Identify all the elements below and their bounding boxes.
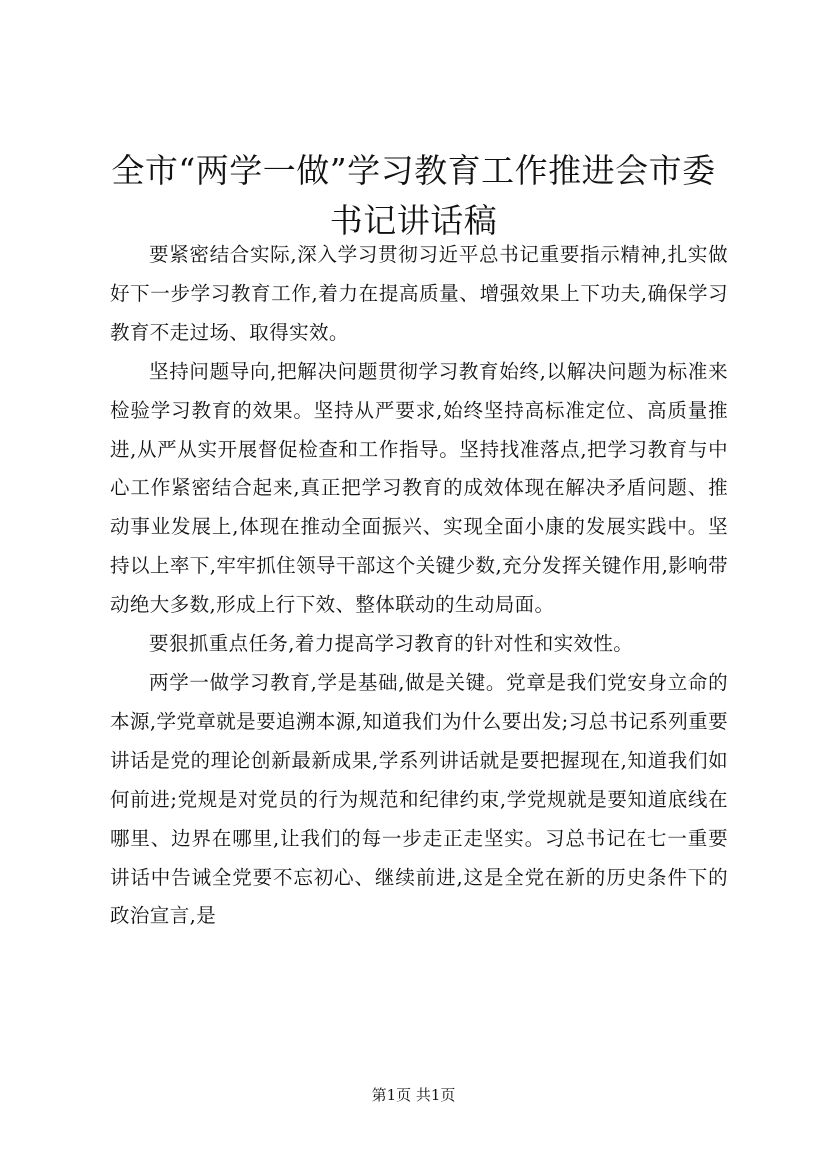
document-body xyxy=(110,236,728,936)
paragraph: 要狠抓重点任务,着力提高学习教育的针对性和实效性。 xyxy=(149,632,634,656)
paragraph: 要紧密结合实际,深入学习贯彻习近平总书记重要指示精神,扎实做好下一步学习教育工作,着力在提高质量、增强效果上下功夫,确保学习教育不走过场、取得实效。 xyxy=(110,243,728,344)
document-title: 全市“两学一做”学习教育工作推进会市委书记讲话稿 xyxy=(111,151,716,240)
paragraph: 两学一做学习教育,学是基础,做是关键。党章是我们党安身立命的本源,学党章就是要追溯本源,知道我们为什么要出发;习总书记系列重要讲话是党的理论创新最新成果,学系列讲话就是要把握现在,知道我们如何前进;党规是对党员的行为规范和纪律约束,学党规就是要知道底线在哪里、边界在哪里,让我们的每一步走正走坚实。习总书记在七一重要讲话中告诫全党要不忘初心、继续前进,这是全党在新的历史条件下的政治宣言,是 xyxy=(110,670,728,928)
page-footer: 第1页 共1页 xyxy=(371,1086,456,1104)
paragraph: 坚持问题导向,把解决问题贯彻学习教育始终,以解决问题为标准来检验学习教育的效果。坚持从严要求,始终坚持高标准定位、高质量推进,从严从实开展督促检查和工作指导。坚持找准落点,把学习教育与中心工作紧密结合起来,真正把学习教育的成效体现在解决矛盾问题、推动事业发展上,体现在推动全面振兴、实现全面小康的发展实践中。坚持以上率下,牢牢抓住领导干部这个关键少数,充分发挥关键作用,影响带动绝大多数,形成上行下效、整体联动的生动局面。 xyxy=(110,359,728,617)
